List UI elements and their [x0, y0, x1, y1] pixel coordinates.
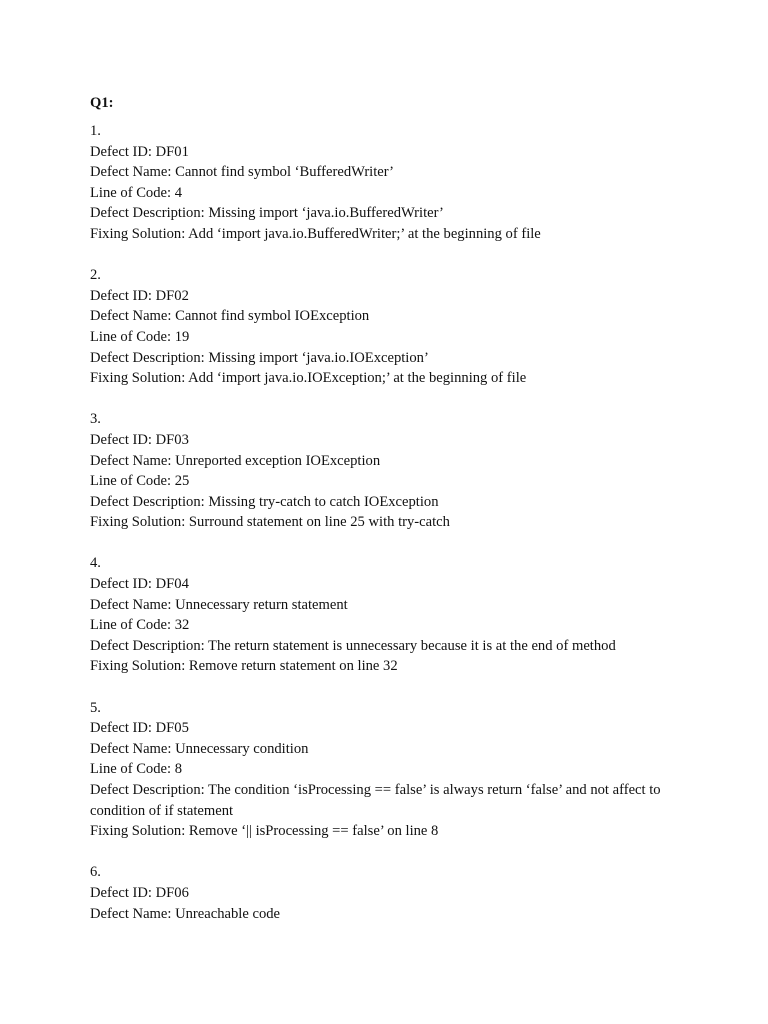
defect-number: 3. [90, 411, 101, 428]
defect-description: Defect Description: Missing try-catch to catch IOException [90, 493, 439, 510]
defect-name: Defect Name: Unnecessary condition [90, 740, 309, 757]
defect-fixing-solution: Fixing Solution: Remove ‘|| isProcessing == false’ on line 8 [90, 823, 439, 840]
defect-description: Defect Description: Missing import ‘java.io.IOException’ [90, 349, 429, 366]
defect-description: Defect Description: The condition ‘isProcessing == false’ is always return ‘false’ and not affect to condition of if statement [90, 782, 661, 819]
defect-entry [90, 698, 680, 842]
defect-number: 4. [90, 555, 101, 572]
defect-line-of-code: Line of Code: 19 [90, 328, 190, 345]
defect-id: Defect ID: DF04 [90, 576, 189, 593]
defect-description: Defect Description: Missing import ‘java.io.BufferedWriter’ [90, 205, 444, 222]
defect-id: Defect ID: DF02 [90, 287, 189, 304]
defect-number: 2. [90, 267, 101, 284]
defect-entry [90, 553, 680, 677]
defect-number: 6. [90, 864, 101, 881]
document-body [90, 93, 680, 945]
defect-fixing-solution: Fixing Solution: Surround statement on line 25 with try-catch [90, 514, 450, 531]
defect-line-of-code: Line of Code: 25 [90, 473, 190, 490]
defect-id: Defect ID: DF06 [90, 884, 189, 901]
defect-fixing-solution: Fixing Solution: Remove return statement on line 32 [90, 658, 398, 675]
defect-line-of-code: Line of Code: 8 [90, 761, 183, 778]
defect-fixing-solution: Fixing Solution: Add ‘import java.io.IOException;’ at the beginning of file [90, 370, 527, 387]
defect-id: Defect ID: DF05 [90, 720, 189, 737]
defect-entry [90, 265, 680, 389]
defect-entry [90, 862, 680, 924]
defect-name: Defect Name: Cannot find symbol ‘BufferedWriter’ [90, 164, 395, 181]
defect-entry [90, 121, 680, 245]
defect-number: 1. [90, 123, 101, 139]
defect-name: Defect Name: Unreported exception IOException [90, 452, 381, 469]
defect-name: Defect Name: Unreachable code [90, 905, 281, 922]
defect-number: 5. [90, 699, 101, 716]
defect-id: Defect ID: DF03 [90, 431, 189, 448]
defect-line-of-code: Line of Code: 4 [90, 184, 183, 201]
defect-fixing-solution: Fixing Solution: Add ‘import java.io.BufferedWriter;’ at the beginning of file [90, 225, 541, 242]
defect-description: Defect Description: The return statement is unnecessary because it is at the end of method [90, 637, 616, 654]
defect-line-of-code: Line of Code: 32 [90, 617, 190, 634]
defect-entry [90, 409, 680, 533]
defect-name: Defect Name: Unnecessary return statement [90, 596, 348, 613]
defect-name: Defect Name: Cannot find symbol IOException [90, 308, 370, 325]
question-heading: Q1: [90, 95, 114, 111]
defect-id: Defect ID: DF01 [90, 143, 189, 160]
